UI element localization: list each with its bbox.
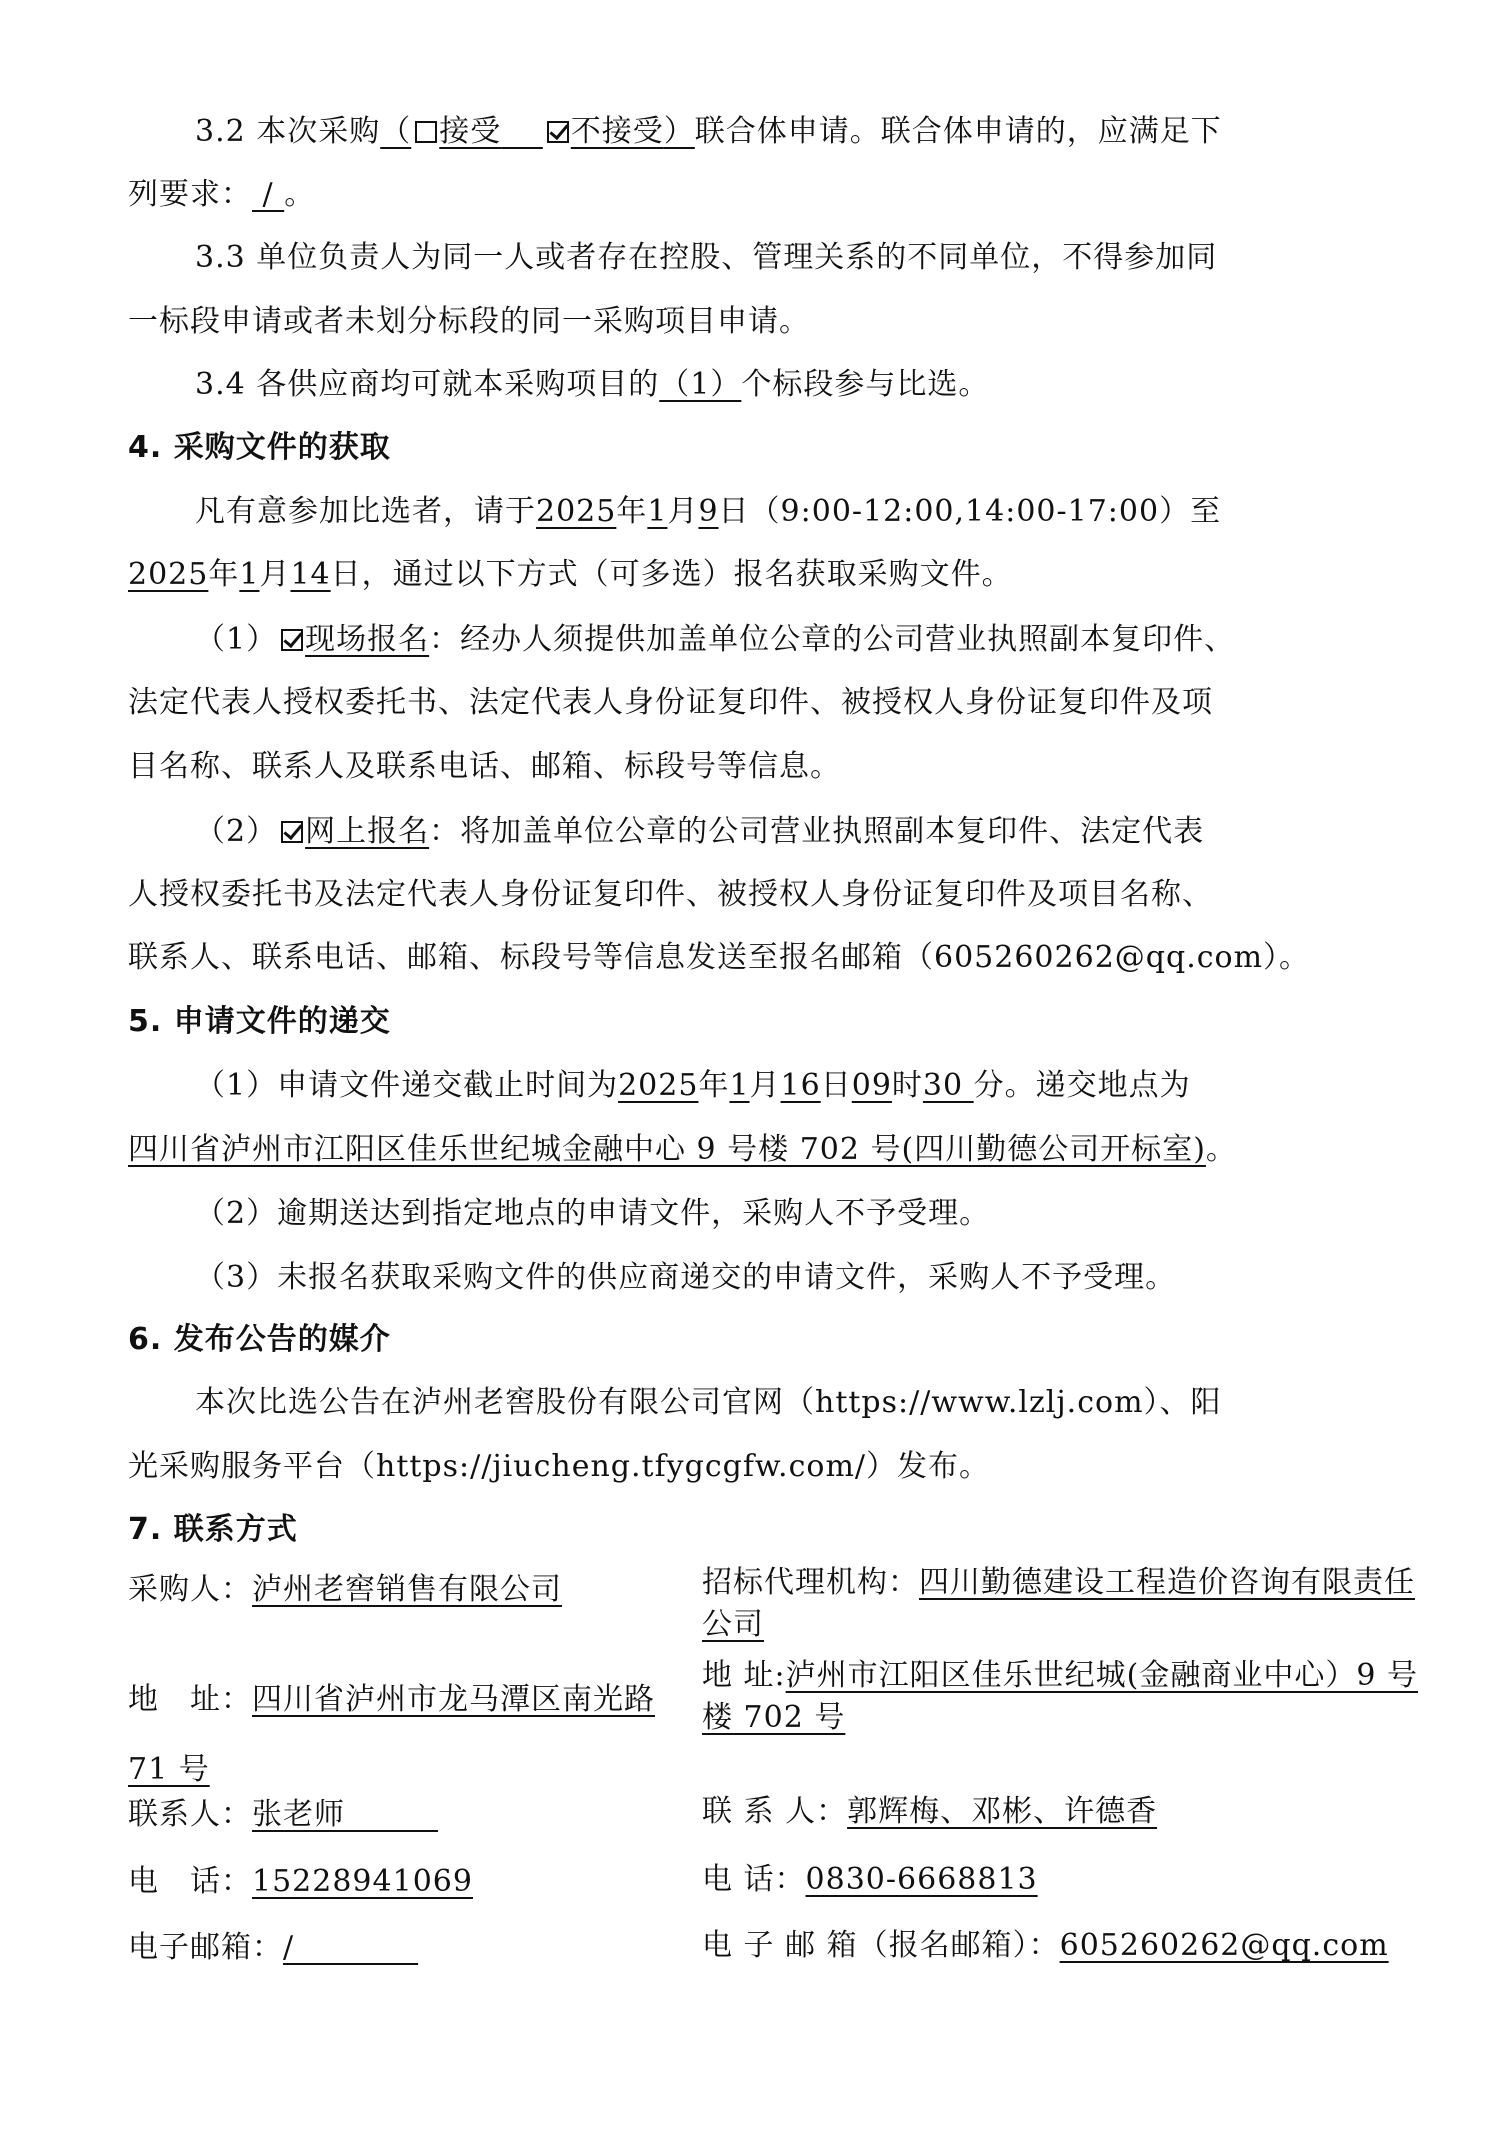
purchaser-contact-value: 张老师	[252, 1797, 438, 1832]
agency-contact-label: 联 系 人：	[702, 1794, 848, 1829]
method2-number: （2）	[195, 814, 278, 849]
year-label: 年	[698, 1068, 730, 1103]
agency-name-row	[702, 1562, 1422, 1646]
start-day: 9	[698, 494, 719, 529]
item-3-3-line1: 3.3 单位负责人为同一人或者存在控股、管理关系的不同单位，不得参加同	[195, 240, 1218, 275]
section-4-heading: 4. 采购文件的获取	[128, 430, 391, 465]
month-label: 月	[667, 494, 699, 529]
item-3-2-line2	[128, 175, 315, 215]
purchaser-name-label: 采购人：	[128, 1572, 252, 1607]
method1-line3: 目名称、联系人及联系电话、邮箱、标段号等信息。	[128, 749, 841, 784]
method2-option	[277, 814, 429, 849]
method2-label: 网上报名	[305, 814, 430, 849]
method1-number: （1）	[195, 622, 278, 657]
method2-line2: 人授权委托书及法定代表人身份证复印件、被授权人身份证复印件及项目名称、	[128, 877, 1213, 912]
item-3-4-suffix: 个标段参与比选。	[741, 367, 990, 402]
month-label: 月	[749, 1068, 781, 1103]
method1-line1	[195, 620, 1235, 660]
purchaser-address-label: 地 址：	[128, 1682, 252, 1717]
section-4-intro-line1	[195, 492, 1221, 532]
deadline-day: 16	[780, 1068, 821, 1103]
period: 。	[1205, 1132, 1237, 1167]
year-label: 年	[616, 494, 648, 529]
item-3-2-prefix: 3.2 本次采购	[195, 114, 381, 149]
section-6-line1: 本次比选公告在泸州老窖股份有限公司官网（https://www.lzlj.com）、阳	[195, 1385, 1222, 1420]
paren-close: ）	[663, 114, 695, 149]
agency-phone-value: 0830-6668813	[805, 1862, 1038, 1897]
purchaser-email-value: /	[283, 1930, 419, 1965]
intro-text: 凡有意参加比选者，请于	[195, 494, 536, 529]
paren-open: （	[380, 114, 412, 149]
end-month: 1	[239, 557, 260, 592]
section-6-heading: 6. 发布公告的媒介	[128, 1322, 391, 1357]
start-month: 1	[647, 494, 668, 529]
purchaser-address-row	[128, 1665, 688, 1805]
option-accept-label: 接受	[439, 114, 502, 149]
intro-tail: 日，通过以下方式（可多选）报名获取采购文件。	[330, 557, 1013, 592]
section-5-item1-line2	[128, 1130, 1237, 1170]
item-3-4-prefix: 3.4 各供应商均可就本采购项目的	[195, 367, 660, 402]
purchaser-email-row	[128, 1928, 418, 1968]
agency-name-label: 招标代理机构：	[702, 1565, 919, 1600]
section-5-item1-line1	[195, 1066, 1191, 1106]
section-4-intro-line2	[128, 555, 1013, 595]
purchaser-email-label: 电子邮箱：	[128, 1930, 283, 1965]
checkbox-accept-icon[interactable]	[415, 121, 437, 143]
purchaser-contact-label: 联系人：	[128, 1797, 252, 1832]
agency-phone-row	[702, 1860, 1038, 1900]
month-label: 月	[259, 557, 291, 592]
purchaser-address-value: 四川省泸州市龙马潭区南光路 71 号	[128, 1682, 655, 1787]
day-label: 日	[820, 1068, 852, 1103]
deadline-label: （1）申请文件递交截止时间为	[195, 1068, 619, 1103]
agency-address-value: 泸州市江阳区佳乐世纪城(金融商业中心）9 号楼 702 号	[702, 1658, 1418, 1735]
purchaser-phone-label: 电 话：	[128, 1864, 252, 1899]
year-label: 年	[208, 557, 240, 592]
purchaser-phone-row	[128, 1862, 473, 1902]
item-3-2-line1	[195, 112, 1222, 152]
hours-text: 日（9:00-12:00,14:00-17:00）至	[718, 494, 1222, 529]
method2-line3: 联系人、联系电话、邮箱、标段号等信息发送至报名邮箱（605260262@qq.com）。	[128, 940, 1311, 975]
requirements-value: /	[252, 177, 285, 212]
section-7-heading: 7. 联系方式	[128, 1512, 298, 1547]
minute-label: 分。递交地点为	[973, 1068, 1191, 1103]
agency-email-row	[702, 1926, 1389, 1966]
deadline-month: 1	[729, 1068, 750, 1103]
method1-line2: 法定代表人授权委托书、法定代表人身份证复印件、被授权人身份证复印件及项	[128, 685, 1213, 720]
method1-text: ：经办人须提供加盖单位公章的公司营业执照副本复印件、	[429, 622, 1236, 657]
checkbox-onsite-checked-icon[interactable]	[281, 629, 303, 651]
start-year: 2025	[536, 494, 617, 529]
method2-text: ：将加盖单位公章的公司营业执照副本复印件、法定代表	[429, 814, 1205, 849]
section-5-heading: 5. 申请文件的递交	[128, 1004, 391, 1039]
joint-venture-options	[380, 114, 695, 149]
hour-label: 时	[891, 1068, 923, 1103]
end-year: 2025	[128, 557, 209, 592]
submission-location: 四川省泸州市江阳区佳乐世纪城金融中心 9 号楼 702 号(四川勤德公司开标室)	[128, 1132, 1206, 1167]
agency-email-label: 电 子 邮 箱（报名邮箱）：	[702, 1928, 1060, 1963]
agency-contact-row	[702, 1792, 1157, 1832]
method1-option	[277, 622, 429, 657]
period: 。	[284, 177, 316, 212]
purchaser-phone-value: 15228941069	[252, 1864, 473, 1899]
deadline-hour: 09	[851, 1068, 892, 1103]
section-5-item3: （3）未报名获取采购文件的供应商递交的申请文件，采购人不予受理。	[195, 1260, 1177, 1295]
requirements-label: 列要求：	[128, 177, 252, 212]
lot-count-value: （1）	[659, 367, 742, 402]
checkbox-online-checked-icon[interactable]	[281, 821, 303, 843]
purchaser-contact-row	[128, 1795, 438, 1835]
agency-email-value: 605260262@qq.com	[1059, 1928, 1389, 1963]
section-5-item2: （2）逾期送达到指定地点的申请文件，采购人不予受理。	[195, 1196, 991, 1231]
purchaser-name-value: 泸州老窖销售有限公司	[252, 1572, 562, 1607]
option-reject-label: 不接受	[570, 114, 664, 149]
deadline-minute: 30	[922, 1068, 974, 1103]
section-6-line2: 光采购服务平台（https://jiucheng.tfygcgfw.com/）发布。	[128, 1449, 991, 1484]
item-3-3-line2: 一标段申请或者未划分标段的同一采购项目申请。	[128, 304, 810, 339]
method1-label: 现场报名	[305, 622, 430, 657]
purchaser-name-row	[128, 1570, 562, 1610]
agency-address-row	[702, 1655, 1422, 1739]
item-3-2-suffix: 联合体申请。联合体申请的，应满足下	[694, 114, 1222, 149]
end-day: 14	[290, 557, 331, 592]
agency-name-value: 四川勤德建设工程造价咨询有限责任公司	[702, 1565, 1415, 1642]
agency-address-label: 地 址:	[702, 1658, 786, 1693]
agency-contact-value: 郭辉梅、邓彬、许德香	[847, 1794, 1158, 1829]
method2-line1	[195, 812, 1204, 852]
item-3-4	[195, 365, 989, 405]
checkbox-reject-checked-icon[interactable]	[547, 121, 569, 143]
agency-phone-label: 电 话：	[702, 1862, 806, 1897]
deadline-year: 2025	[618, 1068, 699, 1103]
